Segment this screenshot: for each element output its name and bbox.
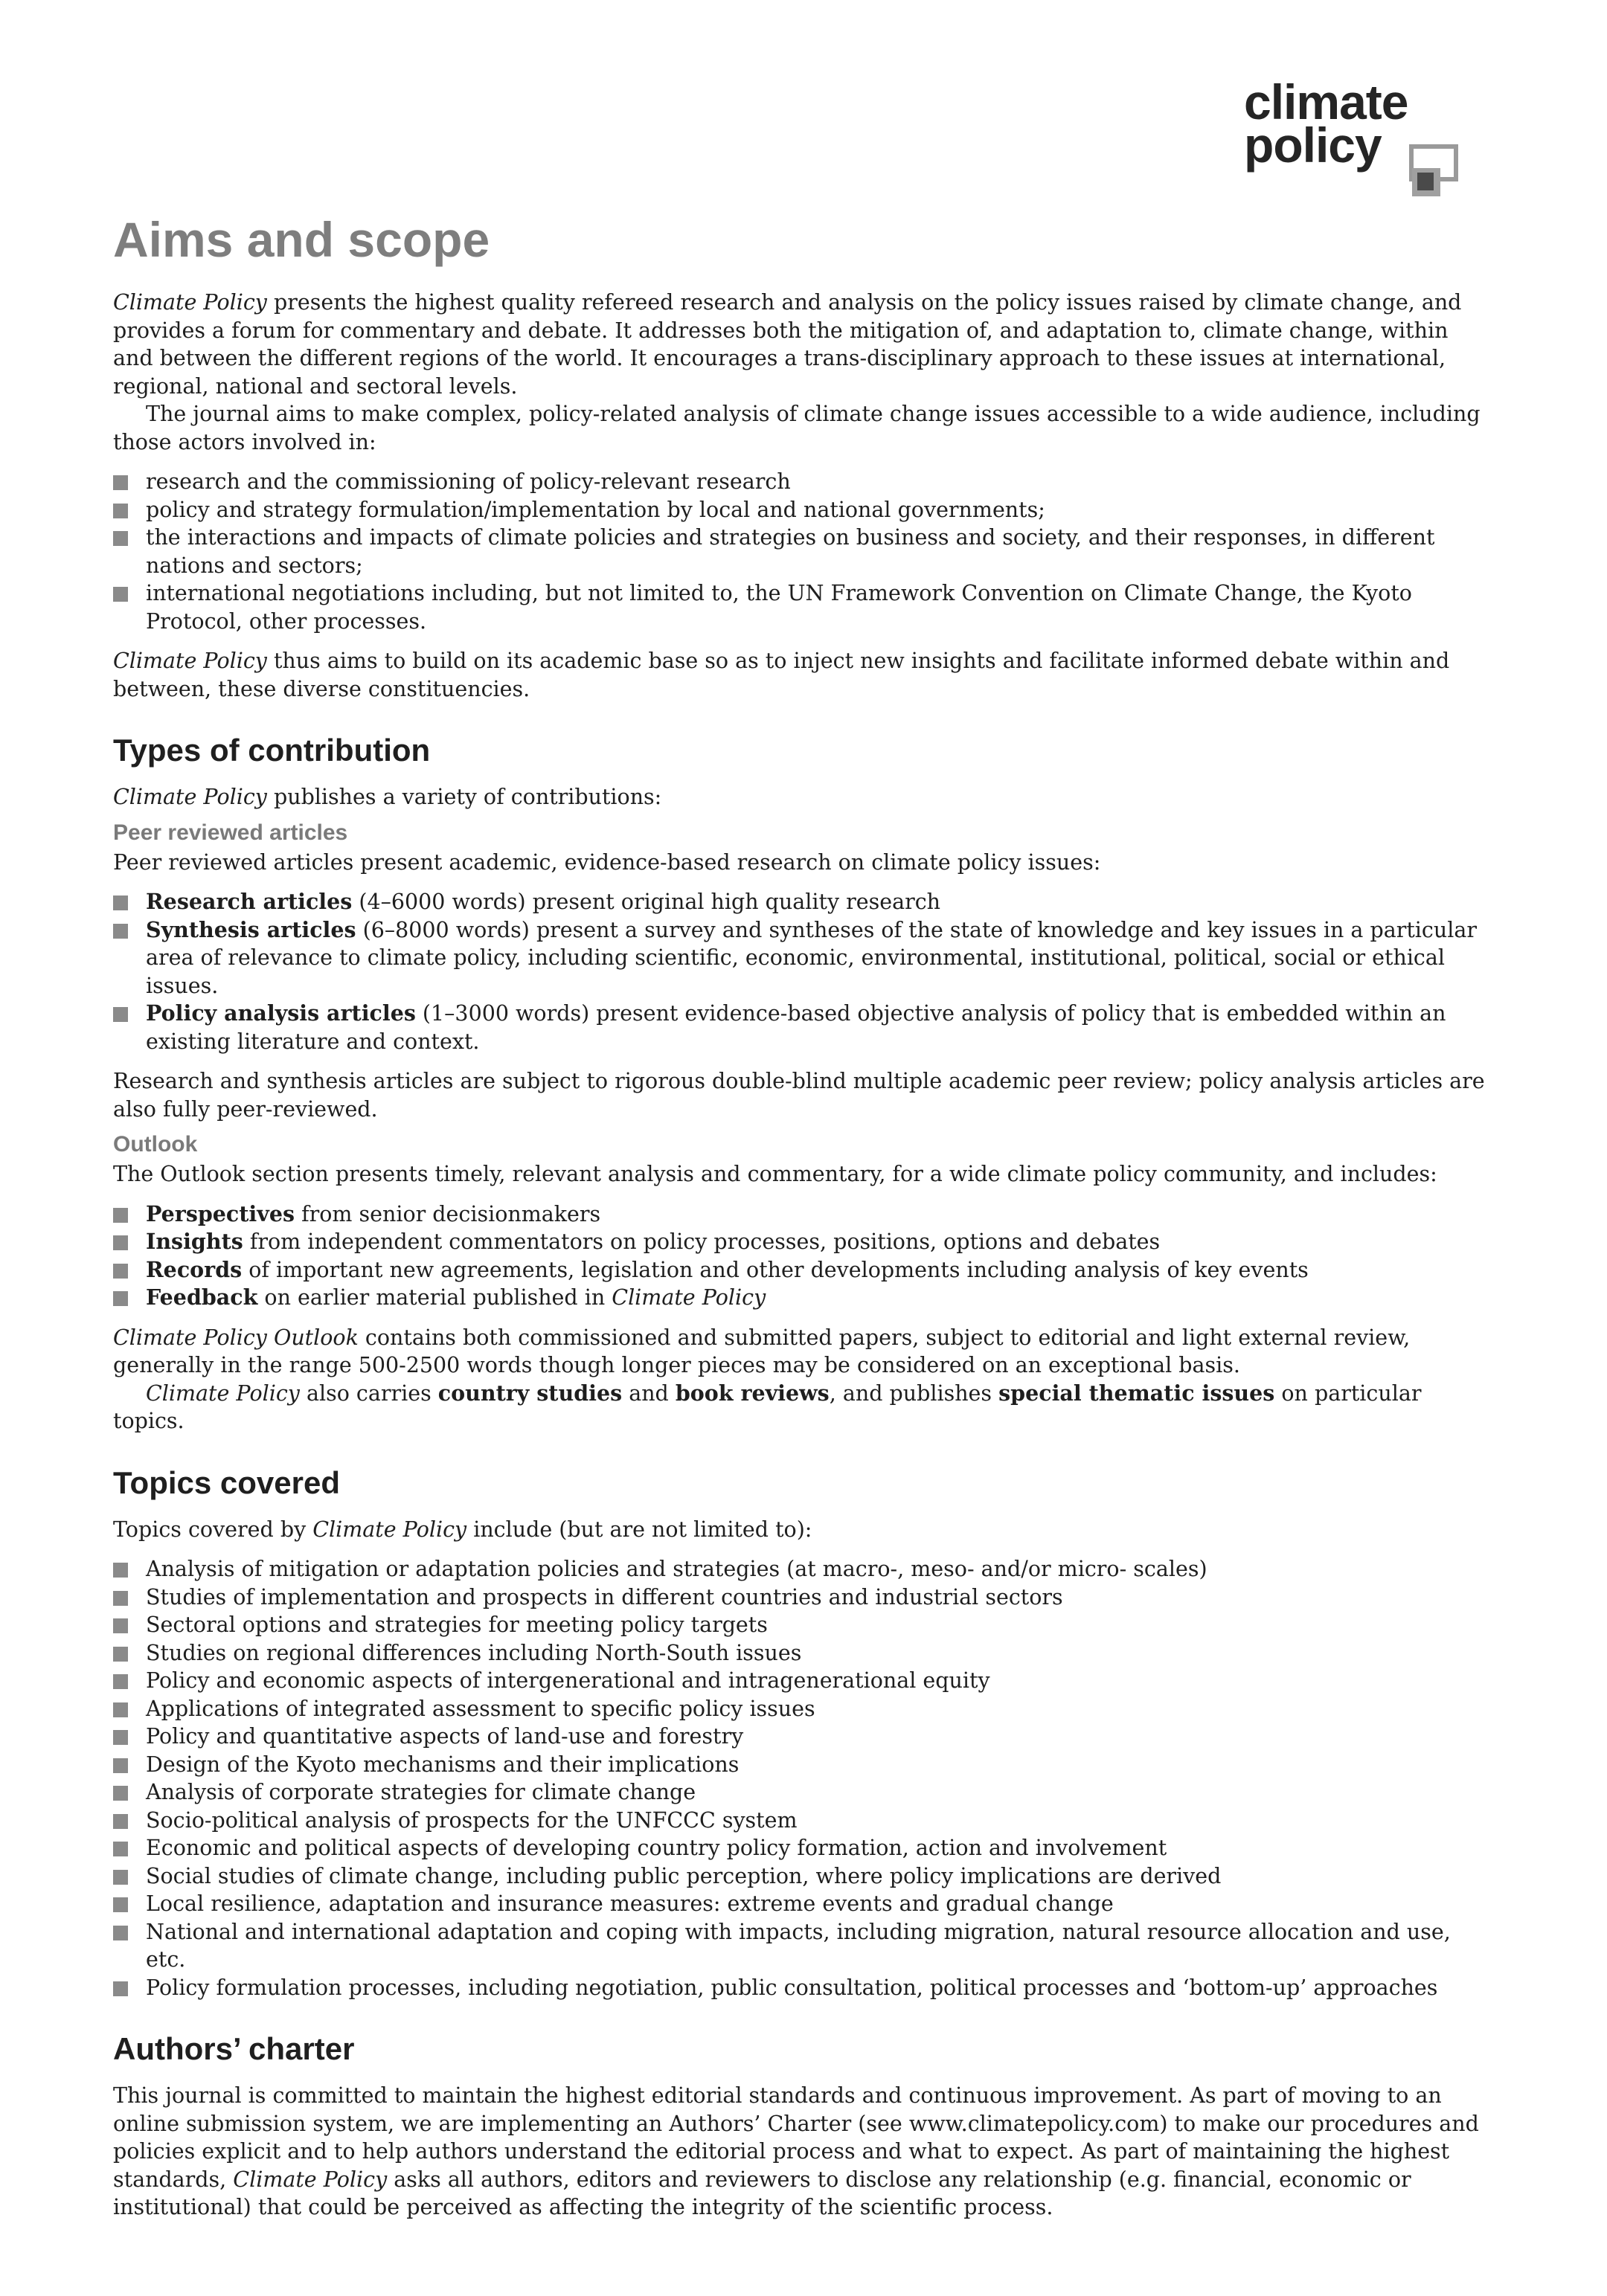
special-issues-term: special thematic issues [998, 1380, 1275, 1406]
text-run: This journal is committed to maintain the highest editorial standards and continuous improvement. As part of moving to an online submission system, we are implementing an Authors’ Charter (see www.climatepolicy.com) to make our procedures and policies explicit and to help authors understand the editorial process and what to expect. As part of maintaining the highest standards, [113, 2083, 1479, 2192]
logo-line-2: policy [1244, 118, 1382, 173]
list-item-term: Records [146, 1256, 243, 1282]
square-bullet-icon [113, 1235, 128, 1250]
list-item [113, 1256, 1494, 1284]
journal-name: Climate Policy [146, 1380, 300, 1406]
list-item-term: Insights [146, 1229, 243, 1254]
list-item [113, 1807, 1494, 1835]
text-run: and [622, 1380, 676, 1406]
main-content [113, 193, 1494, 2222]
aims-paragraph-1 [113, 289, 1494, 400]
logo-square-dark-icon [1417, 173, 1434, 190]
outlook-heading: Outlook [113, 1132, 198, 1157]
text-run: , and publishes [829, 1380, 999, 1406]
types-heading: Types of contribution [113, 733, 431, 768]
outlook-intro: The Outlook section presents timely, relevant analysis and commentary, for a wide climate policy community, and includes: [113, 1162, 1437, 1186]
list-item-term: Feedback [146, 1284, 258, 1310]
square-bullet-icon [113, 1563, 128, 1578]
square-bullet-icon [113, 1647, 128, 1662]
outlook-paragraph-2 [113, 1380, 1494, 1435]
list-item-text: (1–3000 words) present evidence-based objective analysis of policy that is embedded within an existing literature and context. [146, 1001, 1446, 1054]
list-item [113, 1723, 1494, 1751]
square-bullet-icon [113, 1926, 128, 1940]
aims-bullet-list [113, 468, 1494, 635]
journal-name: Climate Policy [312, 1517, 467, 1542]
list-item [113, 1918, 1494, 1974]
charter-section [113, 2030, 1494, 2222]
list-item [113, 579, 1494, 635]
list-item-text: on earlier material published in [257, 1285, 612, 1310]
square-bullet-icon [113, 531, 128, 546]
list-item [113, 1751, 1494, 1779]
list-item [113, 1834, 1494, 1862]
types-intro-text: publishes a variety of contributions: [266, 785, 662, 809]
aims-paragraph-2: The journal aims to make complex, policy-related analysis of climate change issues accessible to a wide audience, including those actors involved in: [113, 402, 1481, 454]
list-item-text: research and the commissioning of policy-relevant research [146, 469, 791, 494]
square-bullet-icon [113, 587, 128, 602]
list-item-text: Sectoral options and strategies for meeting policy targets [146, 1612, 768, 1637]
journal-name: Climate Policy Outlook [113, 1325, 359, 1350]
square-bullet-icon [113, 924, 128, 939]
list-item-text: the interactions and impacts of climate policies and strategies on business and society, and their responses, in different nations and sectors; [146, 525, 1435, 578]
topics-heading: Topics covered [113, 1464, 340, 1500]
aims-p1-text: presents the highest quality refereed research and analysis on the policy issues raised by climate change, and provides a forum for commentary and debate. It addresses both the mitigation of, and adaptation to, climate change, within and between the different regions of the world. It encourages a trans-disciplinary approach to these issues at international, regional, national and sectoral levels. [113, 290, 1462, 399]
types-intro [113, 783, 1494, 811]
topics-section [113, 1464, 1494, 2002]
list-item-term: Perspectives [146, 1200, 295, 1226]
types-section [113, 731, 1494, 1435]
square-bullet-icon [113, 1786, 128, 1801]
list-item [113, 1000, 1494, 1055]
topics-list [113, 1555, 1494, 2001]
list-item [113, 1555, 1494, 1583]
list-item [113, 1284, 1494, 1312]
list-item-text: Analysis of corporate strategies for climate change [146, 1780, 696, 1804]
list-item [113, 468, 1494, 496]
outlook-list [113, 1200, 1494, 1312]
list-item-term: Research articles [146, 889, 353, 914]
charter-heading: Authors’ charter [113, 2031, 355, 2066]
list-item-text: Policy and economic aspects of intergenerational and intragenerational equity [146, 1668, 990, 1693]
list-item [113, 1611, 1494, 1639]
book-reviews-term: book reviews [675, 1380, 830, 1406]
square-bullet-icon [113, 475, 128, 490]
peer-review-note: Research and synthesis articles are subject to rigorous double-blind multiple academic peer review; policy analysis articles are also fully peer-reviewed. [113, 1069, 1485, 1122]
square-bullet-icon [113, 1702, 128, 1717]
topics-intro [113, 1516, 1494, 1544]
list-item [113, 1583, 1494, 1612]
text-run: also carries [299, 1380, 438, 1406]
outlook-paragraph-1 [113, 1324, 1494, 1380]
list-item [113, 1639, 1494, 1668]
aims-section [113, 289, 1494, 703]
list-item-text: Studies on regional differences including North-South issues [146, 1640, 802, 1665]
square-bullet-icon [113, 1264, 128, 1279]
list-item-text: Studies of implementation and prospects in different countries and industrial sectors [146, 1584, 1063, 1610]
list-item-text: Analysis of mitigation or adaptation policies and strategies (at macro-, meso- and/or micro- scales) [146, 1557, 1207, 1581]
square-bullet-icon [113, 1007, 128, 1022]
list-item-text: policy and strategy formulation/implementation by local and national governments; [146, 497, 1045, 522]
list-item-text: Economic and political aspects of developing country policy formation, action and involvement [146, 1836, 1167, 1860]
list-item [113, 524, 1494, 579]
square-bullet-icon [113, 1208, 128, 1223]
square-bullet-icon [113, 504, 128, 518]
journal-name: Climate Policy [113, 290, 267, 315]
list-item-text: Local resilience, adaptation and insurance measures: extreme events and gradual change [146, 1891, 1114, 1916]
peer-reviewed-heading: Peer reviewed articles [113, 820, 348, 845]
country-studies-term: country studies [437, 1380, 623, 1406]
square-bullet-icon [113, 1674, 128, 1689]
text-run: asks all authors, editors and reviewers to disclose any relationship (e.g. financial, economic or institutional) that could be perceived as affecting the integrity of the scientific process. [113, 2167, 1411, 2219]
square-bullet-icon [113, 1842, 128, 1856]
square-bullet-icon [113, 1814, 128, 1829]
square-bullet-icon [113, 1591, 128, 1606]
list-item-text: international negotiations including, but not limited to, the UN Framework Convention on Climate Change, the Kyoto Protocol, other processes. [146, 581, 1412, 634]
list-item-text: Policy formulation processes, including negotiation, public consultation, political processes and ‘bottom-up’ approaches [146, 1975, 1438, 2000]
list-item [113, 1695, 1494, 1723]
list-item [113, 888, 1494, 916]
list-item-text: of important new agreements, legislation and other developments including analysis of key events [242, 1257, 1309, 1282]
list-item-term: Synthesis articles [146, 916, 356, 942]
logo-line-1: climate [1244, 74, 1408, 129]
square-bullet-icon [113, 1897, 128, 1912]
list-item-text: from senior decisionmakers [295, 1201, 601, 1226]
list-item-text: Policy and quantitative aspects of land-use and forestry [146, 1724, 744, 1749]
square-bullet-icon [113, 1870, 128, 1885]
charter-paragraph [113, 2082, 1494, 2222]
list-item-text: Design of the Kyoto mechanisms and their implications [146, 1752, 740, 1777]
list-item-text: (6–8000 words) present a survey and syntheses of the state of knowledge and key issues in a particular area of relevance to climate policy, including scientific, economic, environmental, institutional, political, social or ethical issues. [146, 917, 1477, 998]
list-item-text: from independent commentators on policy processes, positions, options and debates [243, 1229, 1161, 1254]
text-run: on particular topics. [113, 1380, 1422, 1433]
aims-p3-text: thus aims to build on its academic base so as to inject new insights and facilitate informed debate within and between, these diverse constituencies. [113, 649, 1450, 701]
square-bullet-icon [113, 1618, 128, 1633]
square-bullet-icon [113, 1730, 128, 1745]
aims-paragraph-3 [113, 647, 1494, 703]
list-item [113, 1778, 1494, 1807]
list-item-text: National and international adaptation and coping with impacts, including migration, natural resource allocation and use, etc. [146, 1919, 1451, 1972]
list-item-text: (4–6000 words) present original high quality research [352, 890, 941, 914]
square-bullet-icon [113, 1291, 128, 1306]
list-item [113, 1890, 1494, 1918]
journal-name: Climate Policy [612, 1285, 766, 1310]
journal-name: Climate Policy [233, 2167, 388, 2192]
list-item [113, 1862, 1494, 1891]
list-item [113, 1200, 1494, 1229]
list-item [113, 916, 1494, 1000]
list-item [113, 496, 1494, 524]
text-run: include (but are not limited to): [466, 1517, 812, 1542]
list-item-text: Applications of integrated assessment to specific policy issues [146, 1696, 815, 1721]
square-bullet-icon [113, 1758, 128, 1773]
page-title: Aims and scope [113, 212, 490, 267]
peer-reviewed-list [113, 888, 1494, 1055]
list-item [113, 1228, 1494, 1256]
square-bullet-icon [113, 895, 128, 910]
list-item-text: Social studies of climate change, including public perception, where policy implications are derived [146, 1863, 1222, 1888]
list-item-text: Socio-political analysis of prospects for the UNFCCC system [146, 1807, 798, 1833]
climate-policy-logo [1244, 74, 1489, 207]
journal-name: Climate Policy [113, 785, 267, 809]
list-item [113, 1667, 1494, 1695]
list-item [113, 1974, 1494, 2002]
outlook-p1-text: contains both commissioned and submitted papers, subject to editorial and light external review, generally in the range 500-2500 words though longer pieces may be considered on an exceptional basis. [113, 1325, 1411, 1377]
text-run: Topics covered by [113, 1517, 313, 1542]
peer-reviewed-intro: Peer reviewed articles present academic, evidence-based research on climate policy issues: [113, 849, 1101, 875]
journal-name: Climate Policy [113, 649, 267, 673]
list-item-term: Policy analysis articles [146, 1000, 416, 1026]
square-bullet-icon [113, 1981, 128, 1996]
